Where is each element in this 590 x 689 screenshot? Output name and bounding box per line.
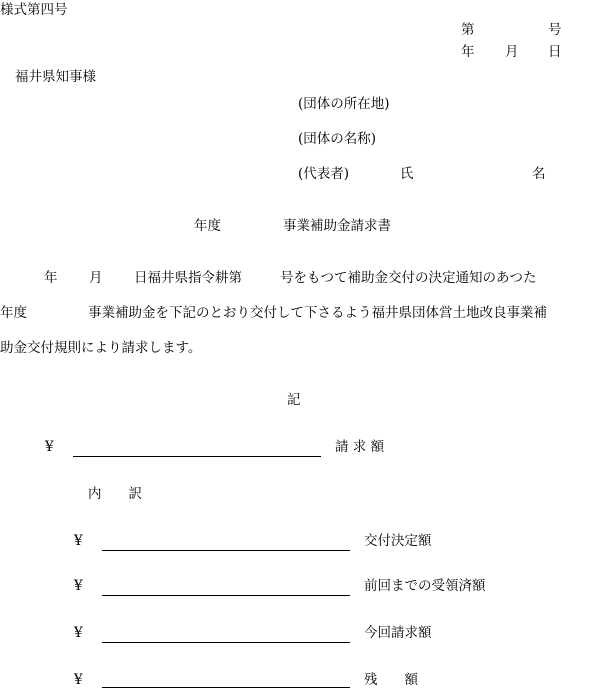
body-line1-text: 日福井県指令耕第	[134, 270, 242, 286]
ki-heading: 記	[287, 392, 301, 408]
form-number: 様式第四号	[0, 2, 68, 18]
yen-symbol: ¥	[74, 625, 83, 641]
item-line	[102, 687, 350, 688]
applicant-name-label: (団体の名称)	[298, 131, 377, 147]
body-line3: 助金交付規則により請求します。	[0, 340, 202, 356]
document-title: 事業補助金請求書	[283, 218, 391, 234]
item-label: 今回請求額	[364, 625, 432, 641]
item-line	[102, 550, 350, 551]
yen-symbol: ¥	[74, 672, 83, 688]
addressee: 福井県知事様	[15, 69, 96, 85]
item-label: 前回までの受領済額	[364, 578, 486, 594]
item-line	[102, 642, 350, 643]
body-line2-text: 事業補助金を下記のとおり交付して下さるよう福井県団体営土地改良事業補	[88, 305, 547, 321]
title-nendo: 年度	[194, 218, 221, 234]
breakdown-heading: 内 訳	[88, 486, 142, 502]
item-line	[102, 595, 350, 596]
item-label: 交付決定額	[364, 533, 432, 549]
request-amount-label: 請 求 額	[335, 439, 385, 455]
doc-number-suffix: 号	[548, 22, 562, 38]
applicant-location-label: (団体の所在地)	[298, 96, 390, 112]
date-month: 月	[505, 44, 519, 60]
date-day: 日	[548, 44, 562, 60]
doc-number-prefix: 第	[461, 22, 475, 38]
applicant-shi: 氏	[400, 166, 414, 182]
yen-symbol: ¥	[74, 578, 83, 594]
applicant-rep-label: (代表者)	[298, 166, 350, 182]
yen-symbol: ¥	[45, 439, 54, 455]
body-line2-nendo: 年度	[0, 305, 27, 321]
body-line1-year: 年	[44, 270, 58, 286]
body-line1-text2: 号をもつて補助金交付の決定通知のあつた	[280, 270, 537, 286]
request-amount-line	[73, 456, 321, 457]
item-label: 残 額	[364, 672, 418, 688]
date-year: 年	[461, 44, 475, 60]
applicant-mei: 名	[532, 166, 546, 182]
yen-symbol: ¥	[74, 533, 83, 549]
body-line1-month: 月	[89, 270, 103, 286]
